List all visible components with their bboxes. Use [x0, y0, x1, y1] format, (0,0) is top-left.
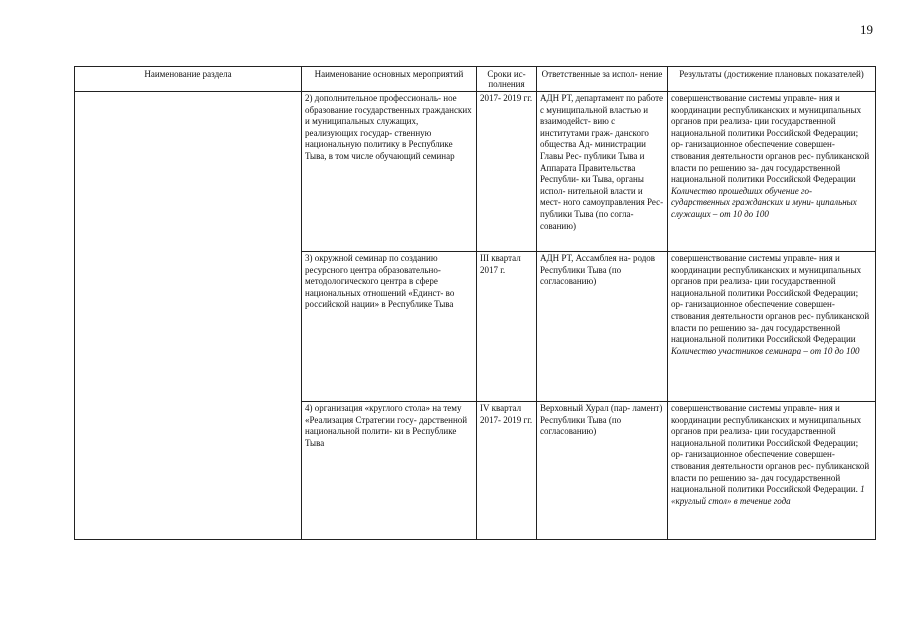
responsible-cell: АДН РТ, департамент по работе с муниципальной властью и взаимодейст- вию с институтами граж- данского общества Ад- министрации Главы Рес- публики Тыва и Аппарата Правительства Республи- ки Тыва, органы испол- нительной власти и мест- ного самоуправления Рес- публики Тыва (по согла- сованию)	[537, 92, 668, 252]
header-deadlines: Сроки ис- полнения	[477, 67, 537, 92]
result-cell	[668, 402, 876, 540]
header-section-name: Наименование раздела	[75, 67, 302, 92]
result-note: Количество прошедших обучение го- сударственных гражданских и муни- ципальных служащих – от 10 до 100	[671, 185, 857, 219]
result-cell	[668, 92, 876, 252]
result-cell	[668, 252, 876, 402]
term-cell: 2017- 2019 гг.	[477, 92, 537, 252]
event-cell: 2) дополнительное профессиональ- ное образование государственных гражданских и муниципальных служащих, реализующих государ- ственную национальную политику в Республике Тыва, в том числе обучающий семинар	[302, 92, 477, 252]
result-note: 1 «круглый стол» в течение года	[671, 484, 865, 506]
page-number: 19	[860, 22, 873, 37]
table-row	[75, 92, 876, 252]
plan-table	[74, 66, 876, 540]
header-responsible: Ответственные за испол- нение	[537, 67, 668, 92]
result-note: Количество участников семинара – от 10 до 100	[671, 345, 860, 356]
result-text: совершенствование системы управле- ния и координации республиканских и муниципальных органов при реализа- ции государственной национальной политики Российской Федерации; ор- ганизационное обеспечение совершен- ствования деятельности органов рес- публиканской власти по решению за- дач государственной национальной политики Российской Федерации	[671, 253, 870, 345]
header-results: Результаты (достижение плановых показателей)	[668, 67, 876, 92]
section-name-cell	[75, 92, 302, 540]
header-events: Наименование основных мероприятий	[302, 67, 477, 92]
event-cell: 3) окружной семинар по созданию ресурсного центра образовательно- методологического центра в сфере национальных отношений «Единст- во российской нации» в Республике Тыва	[302, 252, 477, 402]
header-row	[75, 67, 876, 92]
responsible-cell: Верховный Хурал (пар- ламент) Республики Тыва (по согласованию)	[537, 402, 668, 540]
result-text: совершенствование системы управле- ния и координации республиканских и муниципальных органов при реализа- ции государственной национальной политики Российской Федерации; ор- ганизационное обеспечение совершен- ствования деятельности органов рес- публиканской власти по решению за- дач государственной национальной политики Российской Федерации.	[671, 403, 870, 495]
responsible-cell: АДН РТ, Ассамблея на- родов Республики Тыва (по согласованию)	[537, 252, 668, 402]
term-cell: III квартал 2017 г.	[477, 252, 537, 402]
term-cell: IV квартал 2017- 2019 гг.	[477, 402, 537, 540]
event-cell: 4) организация «круглого стола» на тему «Реализация Стратегии госу- дарственной национальной полити- ки в Республике Тыва	[302, 402, 477, 540]
result-text: совершенствование системы управле- ния и координации республиканских и муниципальных органов при реализа- ции государственной национальной политики Российской Федерации; ор- ганизационное обеспечение совершен- ствования деятельности органов рес- публиканской власти по решению за- дач государственной национальной политики Российской Федерации	[671, 93, 870, 185]
